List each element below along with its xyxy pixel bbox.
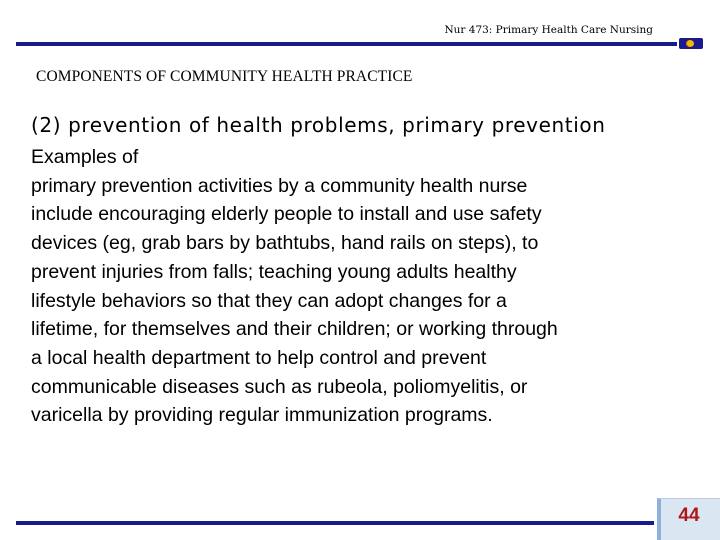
body-line: primary prevention activities by a community health nurse [31,174,528,197]
body-line: prevent injuries from falls; teaching young adults healthy [31,260,517,283]
slide-badge-icon [679,38,703,49]
page-number: 44 [678,505,700,526]
body-line: lifetime, for themselves and their children; or working through [31,318,558,341]
bottom-rule [16,521,654,525]
body-line: communicable diseases such as rubeola, poliomyelitis, or [31,375,528,398]
body-line: include encouraging elderly people to install and use safety [31,203,542,226]
body-line: a local health department to help control and prevent [31,346,487,369]
section-heading: COMPONENTS OF COMMUNITY HEALTH PRACTICE [36,68,413,85]
body-line: devices (eg, grab bars by bathtubs, hand rails on steps), to [31,232,539,255]
body-text [31,143,691,430]
course-title: Nur 473: Primary Health Care Nursing [444,24,653,36]
body-line: varicella by providing regular immunization programs. [31,404,493,427]
body-line: lifestyle behaviors so that they can adopt changes for a [31,289,507,312]
badge-dot-icon [686,40,694,47]
slide-heading: (2) prevention of health problems, primary prevention [31,113,606,137]
body-line: Examples of [31,146,139,168]
top-rule [16,42,677,46]
